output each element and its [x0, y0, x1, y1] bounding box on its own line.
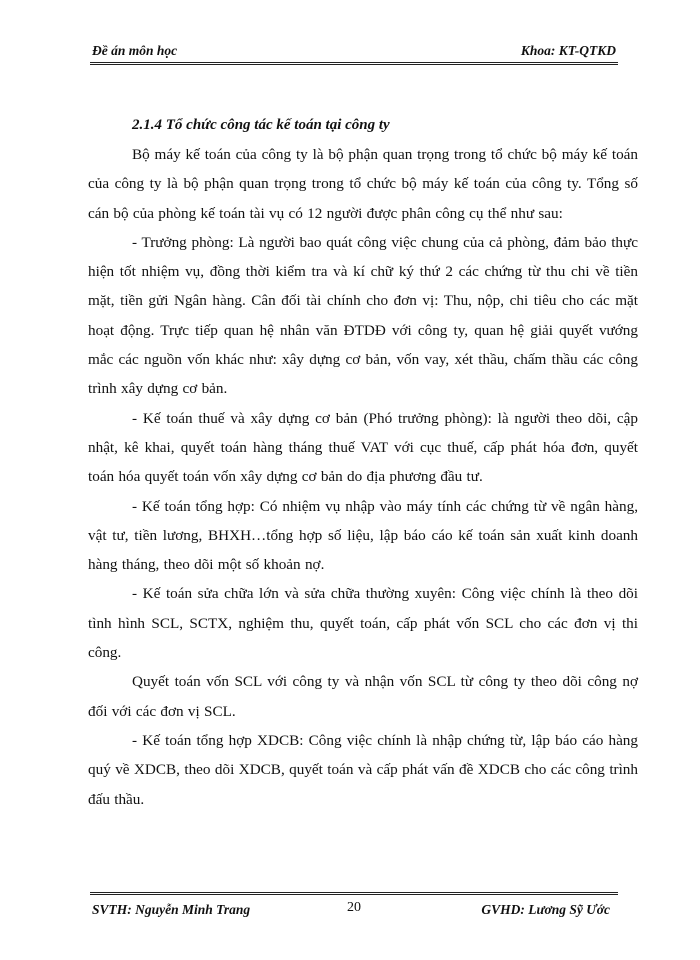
- paragraph-construction-accountant: - Kế toán tổng hợp XDCB: Công việc chính là nhập chứng từ, lập báo cáo hàng quý về XDCB, theo dõi XDCB, quyết toán và cấp phát vấn đề XDCB cho các công trình đấu thầu.: [88, 731, 638, 808]
- paragraph-repair-settlement: Quyết toán vốn SCL với công ty và nhận vốn SCL từ công ty theo dõi công nợ đối với các đơn vị SCL.: [88, 673, 638, 720]
- page-header: [90, 40, 618, 65]
- header-faculty-label: Khoa: KT-QTKD: [520, 43, 616, 58]
- page-footer: [90, 892, 618, 925]
- section-title: 2.1.4 Tổ chức công tác kế toán tại công ty: [132, 117, 390, 133]
- footer-advisor-label: GVHD: Lương Sỹ Ước: [481, 902, 610, 917]
- header-course-label: Đề án môn học: [92, 43, 178, 58]
- paragraph-tax-accountant: - Kế toán thuế và xây dựng cơ bản (Phó trưởng phòng): là người theo dõi, cập nhật, kê khai, quyết toán hàng tháng thuế VAT với cục thuế, cấp phát hóa đơn, quyết toán hóa quyết toán vốn xây dựng cơ bản do địa phương đầu tư.: [88, 409, 638, 486]
- footer-student-label: SVTH: Nguyễn Minh Trang: [92, 902, 251, 917]
- paragraph-repair-accountant: - Kế toán sửa chữa lớn và sửa chữa thường xuyên: Công việc chính là theo dõi tình hình SCL, SCTX, nghiệm thu, quyết toán, cấp phát vốn SCL cho các đơn vị thi công.: [88, 585, 638, 662]
- document-body: [88, 114, 638, 814]
- page-number: 20: [347, 900, 361, 915]
- paragraph-general-accountant: - Kế toán tổng hợp: Có nhiệm vụ nhập vào máy tính các chứng từ về ngân hàng, vật tư, tiền lương, BHXH…tổng hợp số liệu, lập báo cáo kế toán sản xuất kinh doanh hàng tháng, theo dõi một số khoản nợ.: [88, 497, 638, 574]
- paragraph-head-of-department: - Trưởng phòng: Là người bao quát công việc chung của cả phòng, đảm bảo thực hiện tốt nhiệm vụ, đồng thời kiểm tra và kí chữ ký thứ 2 các chứng từ thu chi về tiền mặt, tiền gửi Ngân hàng. Cân đối tài chính cho đơn vị: Thu, nộp, chi tiêu cho các mặt hoạt động. Trực tiếp quan hệ nhân văn ĐTDĐ với công ty, quan hệ giải quyết vướng mắc các nguồn vốn khác như: xây dựng cơ bản, vốn vay, xét thầu, chấm thầu các công trình xây dựng cơ bản.: [88, 233, 638, 398]
- paragraph-intro: Bộ máy kế toán của công ty là bộ phận quan trọng trong tổ chức bộ máy kế toán của công ty là bộ phận quan trọng trong tổ chức bộ máy kế toán của công ty. Tổng số cán bộ của phòng kế toán tài vụ có 12 người được phân công cụ thể như sau:: [88, 146, 638, 222]
